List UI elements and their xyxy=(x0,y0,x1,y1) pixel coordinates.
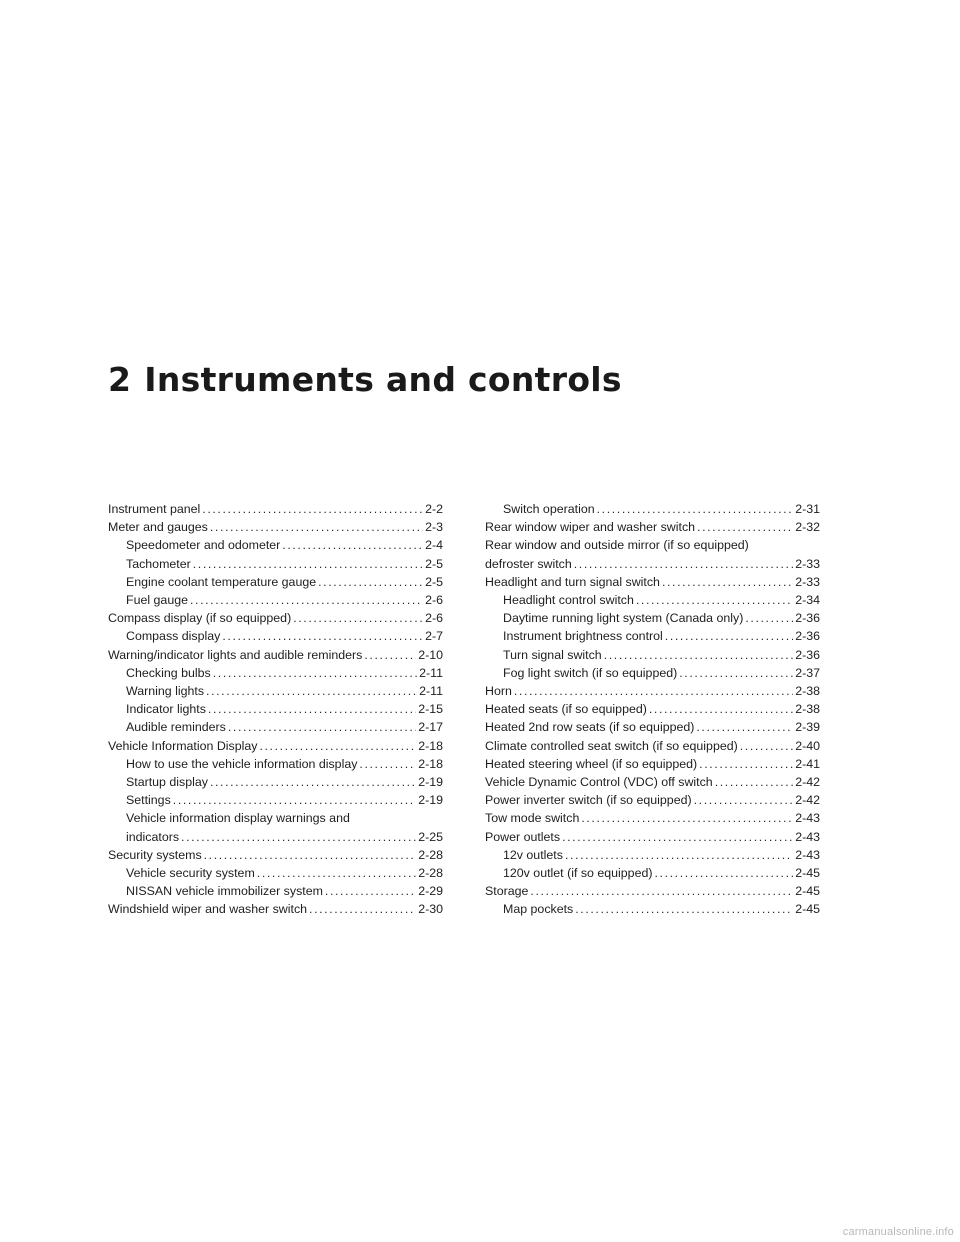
dot-leader xyxy=(210,518,423,536)
toc-entry-page: 2-43 xyxy=(795,829,820,844)
toc-entry-label: Fuel gauge xyxy=(126,593,189,608)
dot-leader xyxy=(530,882,793,900)
dot-leader xyxy=(282,536,423,554)
dot-leader xyxy=(208,700,416,718)
toc-entry-page: 2-34 xyxy=(795,593,820,608)
toc-entry-label: Instrument brightness control xyxy=(503,629,663,644)
toc-entry[interactable] xyxy=(485,737,820,755)
toc-entry[interactable] xyxy=(485,664,820,682)
toc-entry-page: 2-25 xyxy=(418,829,443,844)
dot-leader xyxy=(181,828,416,846)
toc-entry[interactable] xyxy=(485,500,820,518)
dot-leader xyxy=(636,591,793,609)
toc-entry-page: 2-4 xyxy=(425,538,443,553)
toc-entry[interactable] xyxy=(108,682,443,700)
dot-leader xyxy=(654,864,793,882)
toc-entry-page: 2-39 xyxy=(795,720,820,735)
toc-entry-page: 2-31 xyxy=(795,502,820,516)
toc-entry-label: Turn signal switch xyxy=(503,647,602,662)
toc-entry-label: Indicator lights xyxy=(126,702,206,717)
toc-entry[interactable] xyxy=(485,791,820,809)
toc-entry-page: 2-36 xyxy=(795,629,820,644)
toc-entry-page: 2-5 xyxy=(425,556,443,571)
toc-entry-page: 2-36 xyxy=(795,647,820,662)
dot-leader xyxy=(745,609,793,627)
toc-entry[interactable] xyxy=(108,791,443,809)
dot-leader xyxy=(206,682,417,700)
toc-entry[interactable] xyxy=(485,773,820,791)
dot-leader xyxy=(325,882,416,900)
dot-leader xyxy=(740,737,793,755)
toc-entry-page: 2-42 xyxy=(795,775,820,790)
toc-entry-page: 2-15 xyxy=(418,702,443,717)
toc-entry-label-line1: Rear window and outside mirror (if so equipped) xyxy=(485,538,749,553)
dot-leader xyxy=(649,700,793,718)
toc-entry-page: 2-43 xyxy=(795,811,820,826)
toc-entry[interactable] xyxy=(485,682,820,700)
toc-entry-page: 2-7 xyxy=(425,629,443,644)
toc-entry[interactable] xyxy=(485,864,820,882)
toc-entry-label: defroster switch xyxy=(485,556,572,571)
toc-entry-page: 2-10 xyxy=(418,647,443,662)
dot-leader xyxy=(228,718,416,736)
toc-entry-label: Engine coolant temperature gauge xyxy=(126,574,317,589)
toc-entry-label: Tow mode switch xyxy=(485,811,580,826)
toc-entry-label: How to use the vehicle information display xyxy=(126,756,358,771)
toc-entry-page: 2-45 xyxy=(795,902,820,917)
dot-leader xyxy=(259,737,416,755)
toc-entry[interactable] xyxy=(485,828,820,846)
dot-leader xyxy=(562,828,793,846)
toc-entry-label: Fog light switch (if so equipped) xyxy=(503,665,678,680)
toc-entry-label: 120v outlet (if so equipped) xyxy=(503,866,653,881)
dot-leader xyxy=(575,900,793,918)
toc-entry[interactable] xyxy=(485,591,820,609)
toc-entry-page: 2-19 xyxy=(418,775,443,790)
toc-entry-page: 2-11 xyxy=(419,665,443,680)
toc-entry-label: Switch operation xyxy=(503,502,595,516)
dot-leader xyxy=(309,900,416,918)
toc-entry-page: 2-38 xyxy=(795,684,820,699)
dot-leader xyxy=(694,791,794,809)
dot-leader xyxy=(597,500,794,518)
toc-entry-label: Rear window wiper and washer switch xyxy=(485,520,696,535)
dot-leader xyxy=(604,646,793,664)
dot-leader xyxy=(574,555,793,573)
toc-entry-label: Headlight and turn signal switch xyxy=(485,574,660,589)
toc-entry-page: 2-3 xyxy=(425,520,443,535)
dot-leader xyxy=(696,718,793,736)
dot-leader xyxy=(222,627,423,645)
toc-entry[interactable] xyxy=(108,591,443,609)
toc-entry[interactable] xyxy=(485,718,820,736)
toc-entry-page: 2-30 xyxy=(418,902,443,917)
toc-entry[interactable] xyxy=(485,518,820,536)
toc-column-right xyxy=(485,500,820,919)
toc-entry-label: Compass display (if so equipped) xyxy=(108,611,292,626)
toc-entry[interactable] xyxy=(485,627,820,645)
toc-entry-page: 2-40 xyxy=(795,738,820,753)
dot-leader xyxy=(581,809,793,827)
toc-entry-page: 2-33 xyxy=(795,556,820,571)
toc-entry-page: 2-18 xyxy=(418,756,443,771)
toc-entry[interactable] xyxy=(108,500,443,518)
toc-entry-label: Heated 2nd row seats (if so equipped) xyxy=(485,720,695,735)
dot-leader xyxy=(210,773,416,791)
dot-leader xyxy=(190,591,423,609)
toc-entry[interactable] xyxy=(108,664,443,682)
toc-entry[interactable] xyxy=(108,846,443,864)
chapter-number: 2 xyxy=(108,360,132,399)
toc-entry-label: Heated steering wheel (if so equipped) xyxy=(485,756,698,771)
toc-entry-label: Storage xyxy=(485,884,529,899)
dot-leader xyxy=(364,646,416,664)
toc-entry-label: Map pockets xyxy=(503,902,574,917)
toc-entry-label: Warning/indicator lights and audible reminders xyxy=(108,647,363,662)
toc-entry[interactable] xyxy=(485,536,820,572)
toc-entry-page: 2-42 xyxy=(795,793,820,808)
dot-leader xyxy=(679,664,793,682)
toc-entry[interactable] xyxy=(485,646,820,664)
dot-leader xyxy=(173,791,416,809)
toc-entry-label: Compass display xyxy=(126,629,221,644)
toc-entry[interactable] xyxy=(108,882,443,900)
toc-entry[interactable] xyxy=(108,718,443,736)
toc-entry-page: 2-29 xyxy=(418,884,443,899)
dot-leader xyxy=(318,573,423,591)
dot-leader xyxy=(665,627,793,645)
dot-leader xyxy=(202,500,423,518)
toc-entry-page: 2-28 xyxy=(418,847,443,862)
toc-column-left xyxy=(108,500,443,919)
toc-entry-label: Power outlets xyxy=(485,829,561,844)
toc-entry[interactable] xyxy=(108,627,443,645)
chapter-title-text: Instruments and controls xyxy=(144,360,622,399)
toc-entry[interactable] xyxy=(485,700,820,718)
toc-entry[interactable] xyxy=(108,518,443,536)
toc-entry[interactable] xyxy=(108,809,443,845)
dot-leader xyxy=(662,573,793,591)
dot-leader xyxy=(257,864,416,882)
toc-entry-label: Heated seats (if so equipped) xyxy=(485,702,647,717)
toc-entry-label: Warning lights xyxy=(126,684,205,699)
dot-leader xyxy=(565,846,793,864)
toc-entry-page: 2-38 xyxy=(795,702,820,717)
toc-entry-page: 2-36 xyxy=(795,611,820,626)
watermark: carmanualsonline.info xyxy=(842,1226,954,1238)
toc-entry[interactable] xyxy=(485,809,820,827)
toc-entry[interactable] xyxy=(485,900,820,918)
toc-entry-page: 2-28 xyxy=(418,866,443,881)
toc-entry[interactable] xyxy=(485,846,820,864)
toc-entry[interactable] xyxy=(108,555,443,573)
toc-entry-label: Instrument panel xyxy=(108,502,201,516)
dot-leader xyxy=(213,664,417,682)
dot-leader xyxy=(514,682,793,700)
toc-entry-page: 2-5 xyxy=(425,574,443,589)
toc-entry[interactable] xyxy=(108,737,443,755)
toc-entry-page: 2-17 xyxy=(418,720,443,735)
toc-entry-label: Windshield wiper and washer switch xyxy=(108,902,308,917)
toc-entry-label: Vehicle security system xyxy=(126,866,255,881)
toc-entry-label: Checking bulbs xyxy=(126,665,211,680)
toc-entry-page: 2-19 xyxy=(418,793,443,808)
toc-entry[interactable] xyxy=(108,536,443,554)
toc-entry[interactable] xyxy=(108,700,443,718)
toc-entry-label: Vehicle Dynamic Control (VDC) off switch xyxy=(485,775,713,790)
toc-entry-label: 12v outlets xyxy=(503,847,563,862)
toc-entry-label: Startup display xyxy=(126,775,208,790)
toc-entry-label: Tachometer xyxy=(126,556,191,571)
toc-entry-label: Security systems xyxy=(108,847,202,862)
toc-entry-label: Speedometer and odometer xyxy=(126,538,281,553)
toc-entry-page: 2-45 xyxy=(795,866,820,881)
toc-entry-page: 2-11 xyxy=(419,684,443,699)
toc-entry-page: 2-37 xyxy=(795,665,820,680)
dot-leader xyxy=(359,755,416,773)
toc-entry[interactable] xyxy=(485,882,820,900)
toc-entry[interactable] xyxy=(485,573,820,591)
toc-entry-label: NISSAN vehicle immobilizer system xyxy=(126,884,323,899)
toc-entry-page: 2-43 xyxy=(795,847,820,862)
toc-entry[interactable] xyxy=(108,773,443,791)
toc-entry[interactable] xyxy=(485,609,820,627)
dot-leader xyxy=(204,846,417,864)
toc-entry[interactable] xyxy=(108,864,443,882)
toc-entry-label: indicators xyxy=(126,829,180,844)
toc-entry-label: Vehicle Information Display xyxy=(108,738,258,753)
dot-leader xyxy=(715,773,793,791)
toc-entry-label: Settings xyxy=(126,793,171,808)
toc-entry[interactable] xyxy=(108,900,443,918)
toc-entry-page: 2-45 xyxy=(795,884,820,899)
toc-entry[interactable] xyxy=(108,609,443,627)
toc-entry-label: Audible reminders xyxy=(126,720,226,735)
toc-entry-page: 2-41 xyxy=(795,756,820,771)
toc-entry-label: Headlight control switch xyxy=(503,593,634,608)
toc-entry-label: Horn xyxy=(485,684,512,699)
toc-entry-page: 2-33 xyxy=(795,574,820,589)
toc-entry-label: Climate controlled seat switch (if so equipped) xyxy=(485,738,738,753)
toc-entry[interactable] xyxy=(485,755,820,773)
toc-entry-page: 2-32 xyxy=(795,520,820,535)
toc-entry-page: 2-18 xyxy=(418,738,443,753)
toc-entry-label-line1: Vehicle information display warnings and xyxy=(126,811,350,826)
toc-entry[interactable] xyxy=(108,573,443,591)
toc-entry[interactable] xyxy=(108,646,443,664)
dot-leader xyxy=(699,755,793,773)
toc-entry-label: Meter and gauges xyxy=(108,520,208,535)
dot-leader xyxy=(193,555,423,573)
chapter-title xyxy=(108,360,622,399)
dot-leader xyxy=(697,518,793,536)
toc-entry-label: Power inverter switch (if so equipped) xyxy=(485,793,692,808)
toc-entry-page: 2-6 xyxy=(425,611,443,626)
toc-entry[interactable] xyxy=(108,755,443,773)
toc-entry-label: Daytime running light system (Canada only) xyxy=(503,611,744,626)
dot-leader xyxy=(293,609,423,627)
toc-entry-page: 2-2 xyxy=(425,502,443,516)
toc-entry-page: 2-6 xyxy=(425,593,443,608)
